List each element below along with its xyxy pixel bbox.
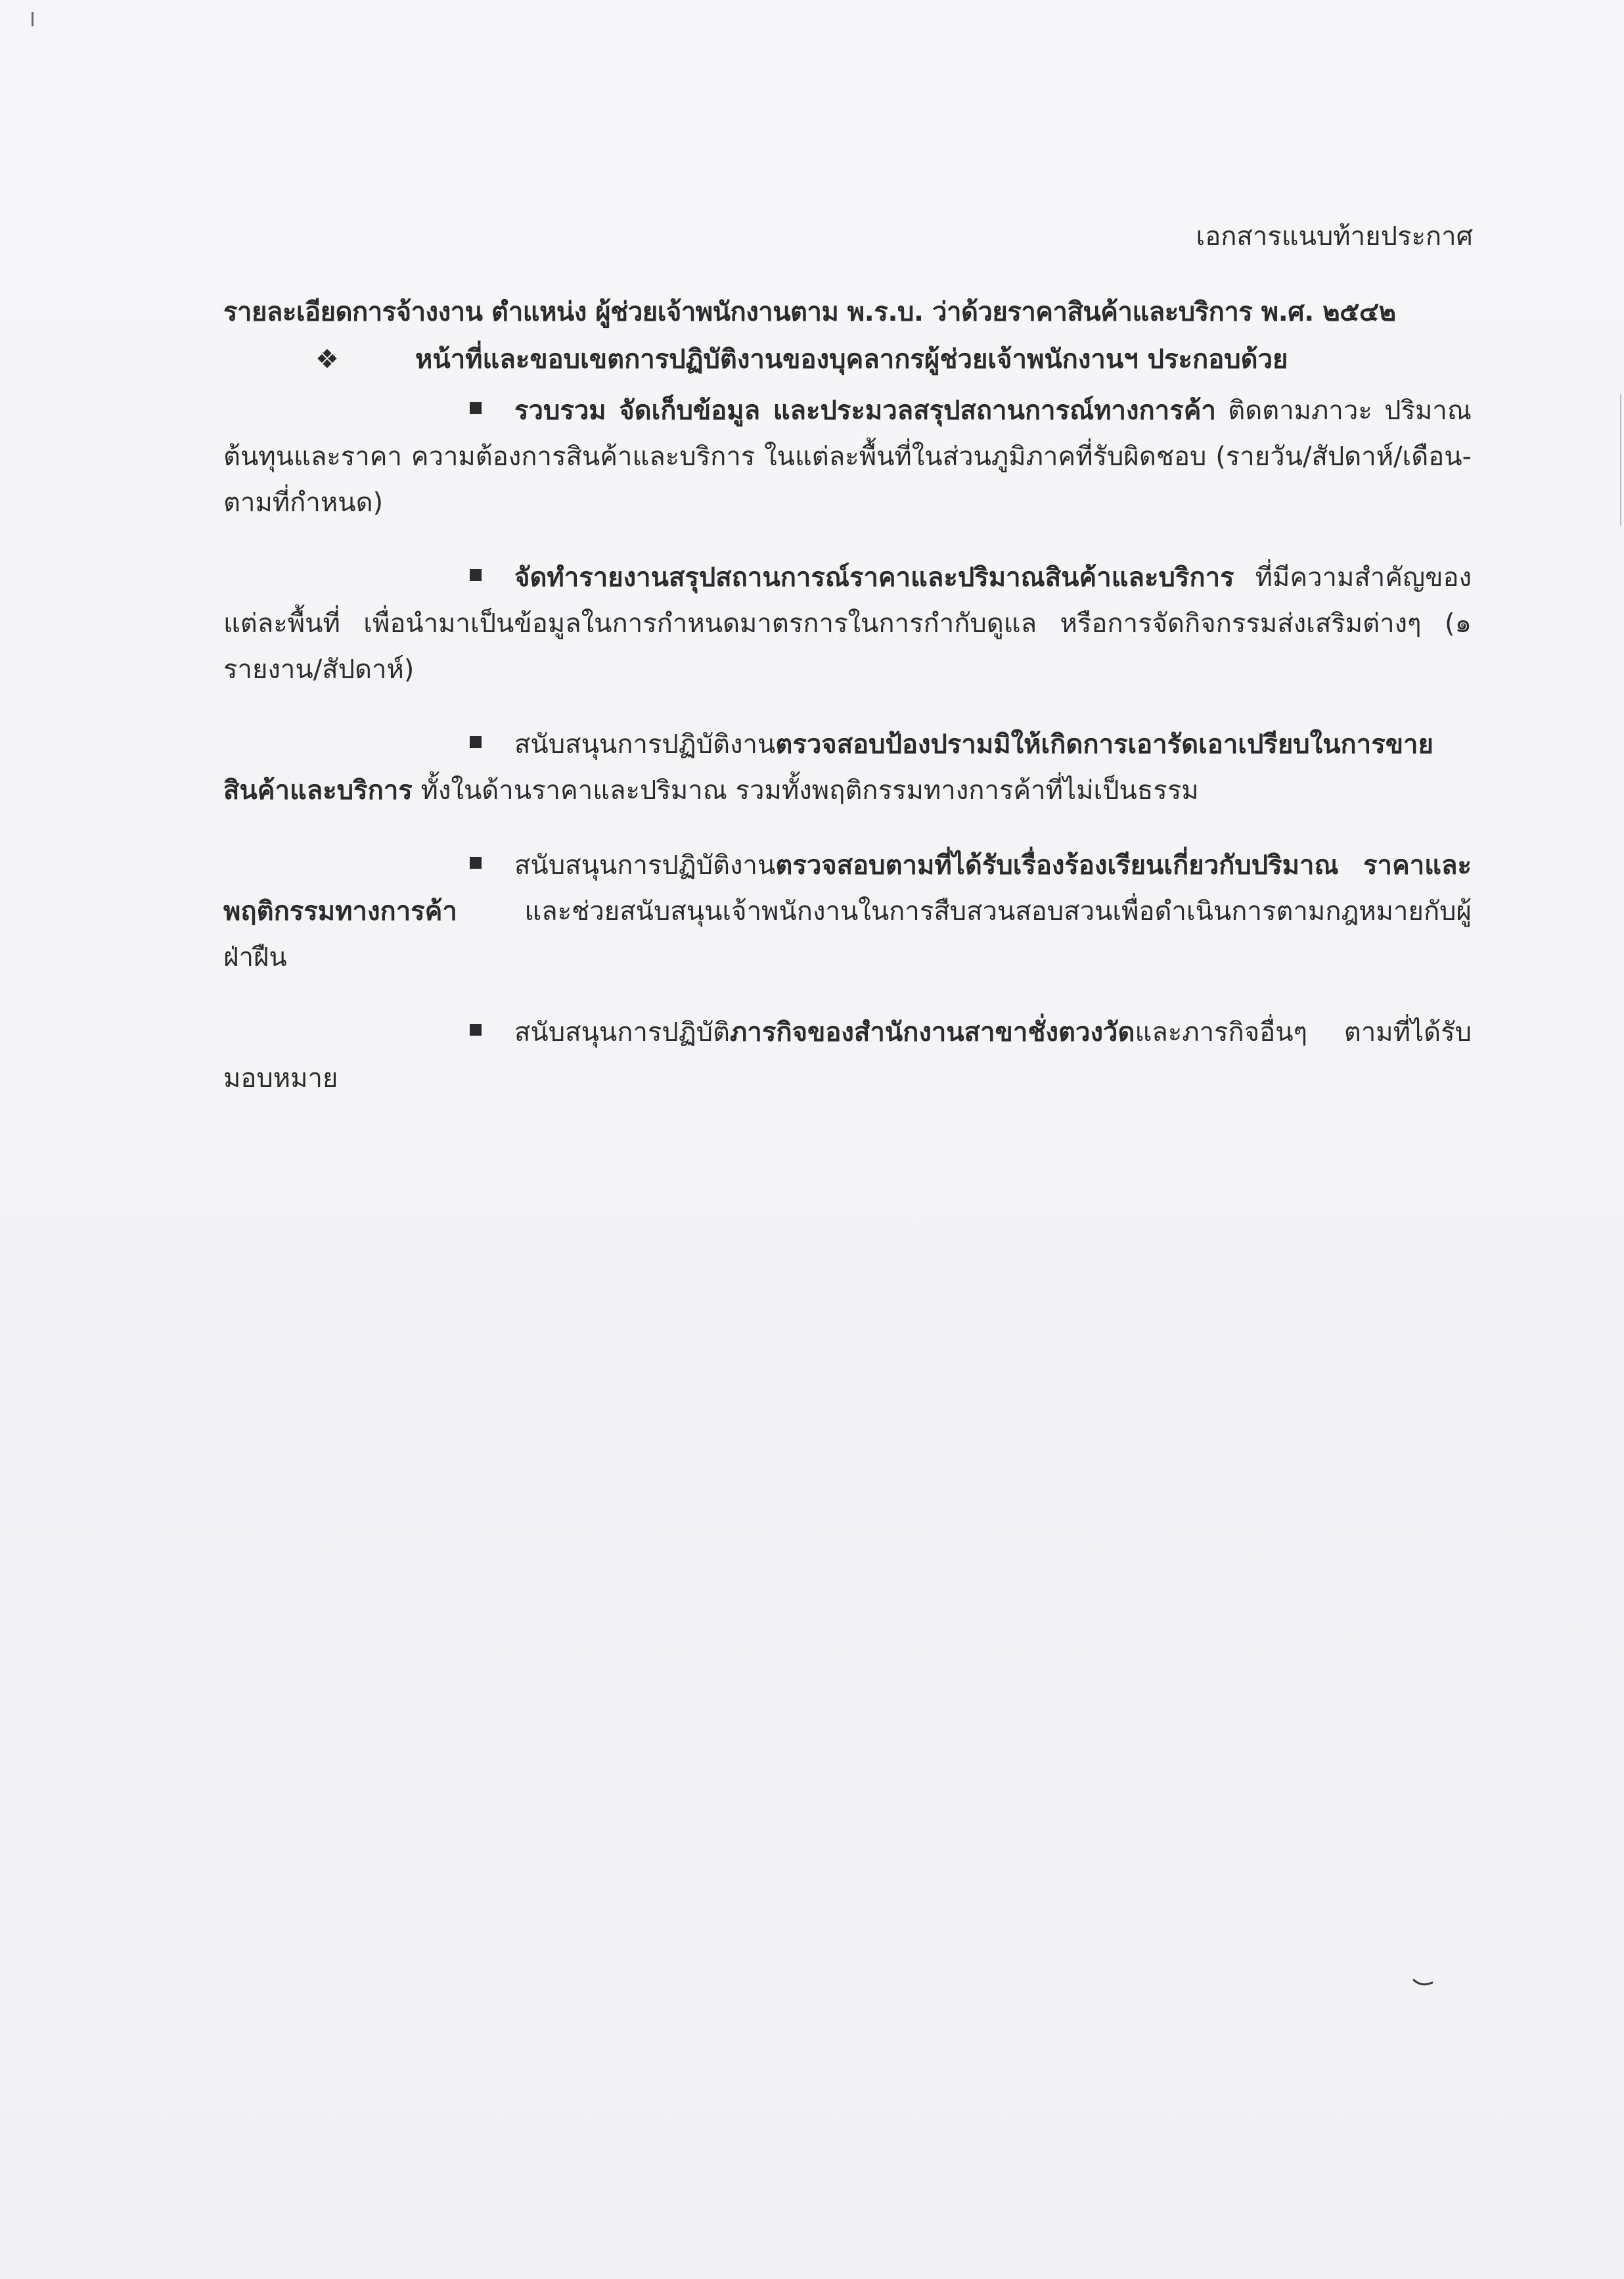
scan-edge-mark (1620, 394, 1621, 526)
duty-item-text-tail: ทั้งในด้านราคาและปริมาณ รวมทั้งพฤติกรรมทางการค้าที่ไม่เป็นธรรม (412, 775, 1199, 806)
duty-item-5 (223, 1009, 1472, 1101)
diamond-bullet-icon: ❖ (315, 344, 339, 375)
duty-item-1 (223, 388, 1472, 526)
duty-item-text: สนับสนุนการปฏิบัติ (514, 1017, 731, 1047)
duty-item-bold: จัดทำรายงานสรุปสถานการณ์ราคาและปริมาณสินค้าและบริการ (514, 563, 1234, 593)
duty-item-text: ที่มีความสำคัญของแต่ละพื้นที่ เพื่อนำมาเป็นข้อมูลในการกำหนดมาตรการในการกำกับดูแล หรือการจัดกิจกรรมส่งเสริมต่างๆ (๑ รายงาน/สัปดาห์) (223, 563, 1472, 685)
duty-item-2 (223, 555, 1472, 693)
duty-item-text: สนับสนุนการปฏิบัติงาน (514, 850, 776, 881)
square-bullet-icon (470, 1024, 482, 1036)
pen-stroke-mark (1412, 1978, 1433, 1987)
duty-item-text: สนับสนุนการปฏิบัติงาน (514, 729, 776, 760)
duty-item-bold: ภารกิจของสำนักงานสาขาชั่งตวงวัด (730, 1017, 1135, 1047)
scan-corner-mark (32, 12, 34, 26)
duty-item-text: ติดตามภาวะ ปริมาณ ต้นทุนและราคา ความต้องการสินค้าและบริการ ในแต่ละพื้นที่ในส่วนภูมิภาคที่รับผิดชอบ (รายวัน/สัปดาห์/เดือน-ตามที่กำหนด) (223, 396, 1472, 518)
square-bullet-icon (470, 736, 482, 748)
document-title: รายละเอียดการจ้างงาน ตำแหน่ง ผู้ช่วยเจ้าพนักงานตาม พ.ร.บ. ว่าด้วยราคาสินค้าและบริการ พ.ศ. ๒๕๔๒ (223, 297, 1396, 327)
duty-item-text-tail: และช่วยสนับสนุนเจ้าพนักงานในการสืบสวนสอบสวนเพื่อดำเนินการตามกฎหมายกับผู้ฝ่าฝืน (223, 896, 1472, 973)
duty-item-bold: ตรวจสอบตามที่ได้รับเรื่องร้องเรียนเกี่ยวกับปริมาณ ราคาและพฤติกรรมทางการค้า (223, 850, 1472, 927)
duty-item-text-tail: และภารกิจอื่นๆ ตามที่ได้รับมอบหมาย (223, 1017, 1472, 1093)
duty-heading (223, 336, 1472, 382)
square-bullet-icon (470, 402, 482, 414)
document-body (223, 289, 1472, 1101)
attachment-note: เอกสารแนบท้ายประกาศ (1196, 221, 1473, 252)
square-bullet-icon (470, 857, 482, 869)
duty-heading-text: หน้าที่และขอบเขตการปฏิบัติงานของบุคลากรผู้ช่วยเจ้าพนักงานฯ ประกอบด้วย (415, 344, 1288, 375)
duty-item-4 (223, 842, 1472, 980)
duty-item-bold: รวบรวม จัดเก็บข้อมูล และประมวลสรุปสถานการณ์ทางการค้า (514, 396, 1216, 426)
square-bullet-icon (470, 569, 482, 581)
duty-item-bold: ตรวจสอบป้องปรามมิให้เกิดการเอารัดเอาเปรียบในการขายสินค้าและบริการ (223, 729, 1433, 806)
duty-item-3 (223, 722, 1472, 814)
